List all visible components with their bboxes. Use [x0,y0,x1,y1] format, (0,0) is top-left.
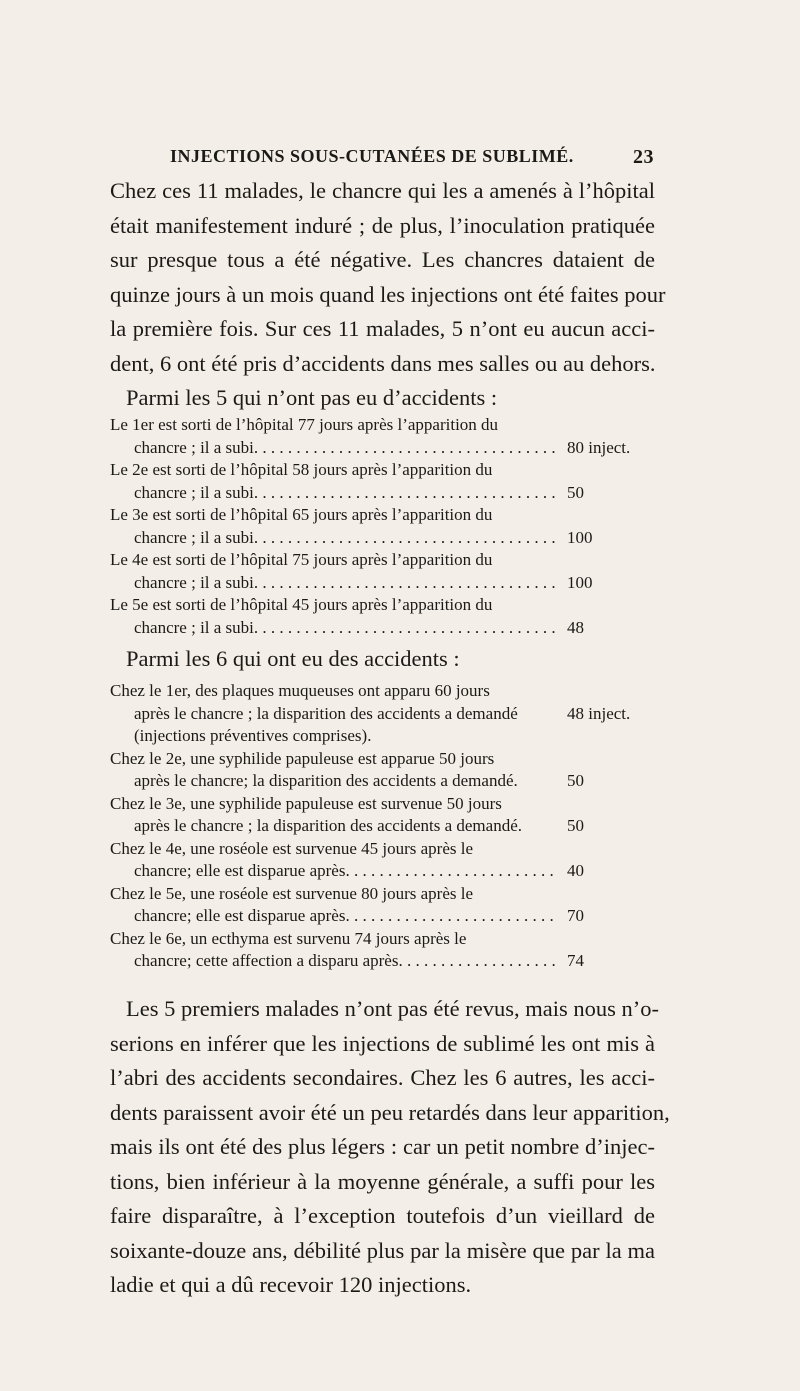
running-head [170,146,654,167]
list-item [110,549,655,594]
text-line: était manifestement induré ; de plus, l’inoculation pratiquée [110,212,655,238]
text-line: sur presque tous a été négative. Les chancres dataient de [110,247,655,272]
list-item [110,504,655,549]
entry-line: Chez le 6e, un ecthyma est survenu 74 jours après le [110,928,467,948]
text-line: dents paraissent avoir été un peu retardés dans leur apparition, [110,1099,670,1125]
entry-value: 48 inject. [567,703,631,723]
dot-leader [254,527,557,550]
text-line: quinze jours à un mois quand les injections ont été faites pour [110,281,666,307]
list-item [110,414,655,459]
entry-line: Chez le 5e, une roséole est survenue 80 jours après le [110,883,474,903]
paragraph-intro [110,174,666,416]
entry-line: chancre; elle est disparue après [134,861,346,880]
entry-line: après le chancre; la disparition des accidents a demandé. [134,771,518,790]
text-line: Parmi les 5 qui n’ont pas eu d’accidents : [126,385,498,410]
text-line: faire disparaître, à l’exception toutefois d’un vieillard de [110,1203,655,1228]
section-heading: Parmi les 6 qui ont eu des accidents : [126,646,460,671]
entry-line: Chez le 4e, une roséole est survenue 45 jours après le [110,838,474,858]
entry-value: 74 [567,951,584,970]
entry-value: 50 [567,771,584,790]
entry-line: Chez le 1er, des plaques muqueuses ont apparu 60 jours [110,681,490,700]
text-line: ladie et qui a dû recevoir 120 injections. [110,1272,472,1297]
text-line: dent, 6 ont été pris d’accidents dans mes salles ou au dehors. [110,350,656,376]
dot-leader [398,950,557,973]
entry-line: chancre; elle est disparue après [134,906,346,925]
text-line: mais ils ont été des plus légers : car un petit nombre d’injec- [110,1134,655,1159]
entry-line: chancre ; il a subi [134,617,254,637]
entry-line: Le 1er est sorti de l’hôpital 77 jours après l’apparition du [110,415,499,434]
text-line: serions en inférer que les injections de sublimé les ont mis à [110,1030,655,1056]
entry-line: Le 2e est sorti de l’hôpital 58 jours après l’apparition du [110,460,493,479]
list-item [110,793,655,838]
dot-leader [254,437,557,460]
text-line: Chez ces 11 malades, le chancre qui les a amenés à l’hôpital [110,178,655,203]
entry-line: chancre ; il a subi [134,482,254,502]
list-item [110,928,655,973]
entry-value: 100 [567,527,593,547]
list-accidents [110,680,655,973]
dot-leader [254,617,557,640]
entry-value: 70 [567,906,584,925]
list-item [110,680,655,748]
list-item [110,838,655,883]
entry-value: 50 [567,482,584,502]
list-item [110,459,655,504]
entry-line: (injections préventives comprises). [134,726,372,745]
text-line: la première fois. Sur ces 11 malades, 5 n’ont eu aucun acci- [110,316,655,341]
entry-value: 100 [567,572,593,592]
running-head-title: INJECTIONS SOUS-CUTANÉES DE SUBLIMÉ. [170,146,574,166]
entry-line: chancre ; il a subi [134,437,254,457]
dot-leader [345,905,557,928]
entry-line: Chez le 2e, une syphilide papuleuse est apparue 50 jours [110,748,495,768]
entry-value: 40 [567,861,584,880]
list-item [110,748,655,793]
page-number: 23 [633,146,654,168]
text-line: Les 5 premiers malades n’ont pas été revus, mais nous n’o- [126,996,659,1021]
entry-line: après le chancre ; la disparition des accidents a demandé [134,703,518,723]
entry-line: Le 5e est sorti de l’hôpital 45 jours après l’apparition du [110,595,493,614]
entry-line: chancre; cette affection a disparu après [134,951,399,970]
paragraph-conclusion [110,992,670,1303]
text-line: l’abri des accidents secondaires. Chez les 6 autres, les acci- [110,1065,655,1090]
entry-value: 50 [567,816,584,835]
entry-line: Le 4e est sorti de l’hôpital 75 jours après l’apparition du [110,550,493,569]
entry-value: 48 [567,617,584,637]
dot-leader [254,482,557,505]
entry-line: chancre ; il a subi [134,527,254,547]
entry-line: chancre ; il a subi [134,572,254,592]
dot-leader [345,860,557,883]
text-line: soixante-douze ans, débilité plus par la misère que par la ma [110,1237,655,1263]
list-item [110,594,655,639]
entry-value: 80 inject. [567,437,631,457]
entry-line: Le 3e est sorti de l’hôpital 65 jours après l’apparition du [110,505,493,524]
entry-line: après le chancre ; la disparition des accidents a demandé. [134,816,522,835]
list-item [110,883,655,928]
list-no-accidents [110,414,655,639]
dot-leader [254,572,557,595]
entry-line: Chez le 3e, une syphilide papuleuse est survenue 50 jours [110,793,502,813]
text-line: tions, bien inférieur à la moyenne générale, a suffi pour les [110,1168,655,1194]
